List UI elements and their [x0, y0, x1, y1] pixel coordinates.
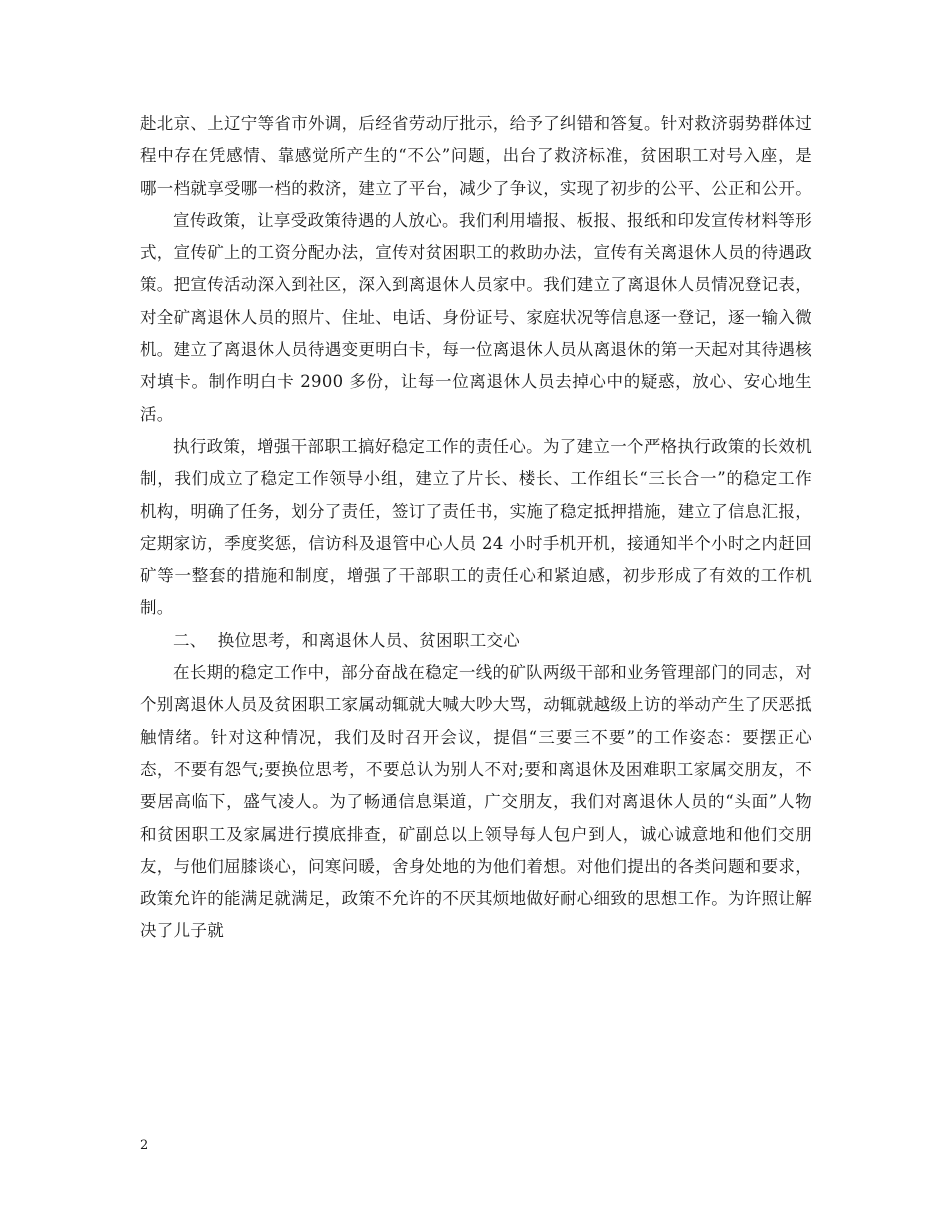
paragraph: 赴北京、上辽宁等省市外调，后经省劳动厅批示，给予了纠错和答复。针对救济弱势群体过程中存在凭感情、靠感觉所产生的“不公”问题，出台了救济标准，贫困职工对号入座，是哪一档就享受哪一档的救济，建立了平台，减少了争议，实现了初步的公平、公正和公开。	[140, 114, 812, 198]
document-body	[140, 108, 812, 948]
page-number: 2	[140, 1138, 149, 1153]
paragraph: 宣传政策，让享受政策待遇的人放心。我们利用墙报、板报、报纸和印发宣传材料等形式，宣传矿上的工资分配办法，宣传对贫困职工的救助办法，宣传有关离退休人员的待遇政策。把宣传活动深入到社区，深入到离退休人员家中。我们建立了离退休人员情况登记表，对全矿离退休人员的照片、住址、电话、身份证号、家庭状况等信息逐一登记，逐一输入微机。建立了离退休人员待遇变更明白卡，每一位离退休人员从离退休的第一天起对其待遇核对填卡。制作明白卡 2900 多份，让每一位离退休人员去掉心中的疑惑，放心、安心地生活。	[140, 210, 812, 424]
paragraph: 执行政策，增强干部职工搞好稳定工作的责任心。为了建立一个严格执行政策的长效机制，我们成立了稳定工作领导小组，建立了片长、楼长、工作组长“三长合一”的稳定工作机构，明确了任务，划分了责任，签订了责任书，实施了稳定抵押措施，建立了信息汇报，定期家访，季度奖惩，信访科及退管中心人员 24 小时手机开机，接通知半个小时之内赶回矿等一整套的措施和制度，增强了干部职工的责任心和紧迫感，初步形成了有效的工作机制。	[140, 436, 812, 618]
section-heading: 二、 换位思考，和离退休人员、贫困职工交心	[173, 630, 521, 650]
paragraph: 在长期的稳定工作中，部分奋战在稳定一线的矿队两级干部和业务管理部门的同志，对个别离退休人员及贫困职工家属动辄就大喊大吵大骂，动辄就越级上访的举动产生了厌恶抵触情绪。针对这种情况，我们及时召开会议，提倡“三要三不要”的工作姿态：要摆正心态，不要有怨气;要换位思考，不要总认为别人不对;要和离退休及困难职工家属交朋友，不要居高临下，盛气凌人。为了畅通信息渠道，广交朋友，我们对离退休人员的“头面”人物和贫困职工及家属进行摸底排查，矿副总以上领导每人包户到人，诚心诚意地和他们交朋友，与他们屈膝谈心，问寒问暖，舍身处地的为他们着想。对他们提出的各类问题和要求，政策允许的能满足就满足，政策不允许的不厌其烦地做好耐心细致的思想工作。为许照让解决了儿子就	[140, 663, 812, 941]
